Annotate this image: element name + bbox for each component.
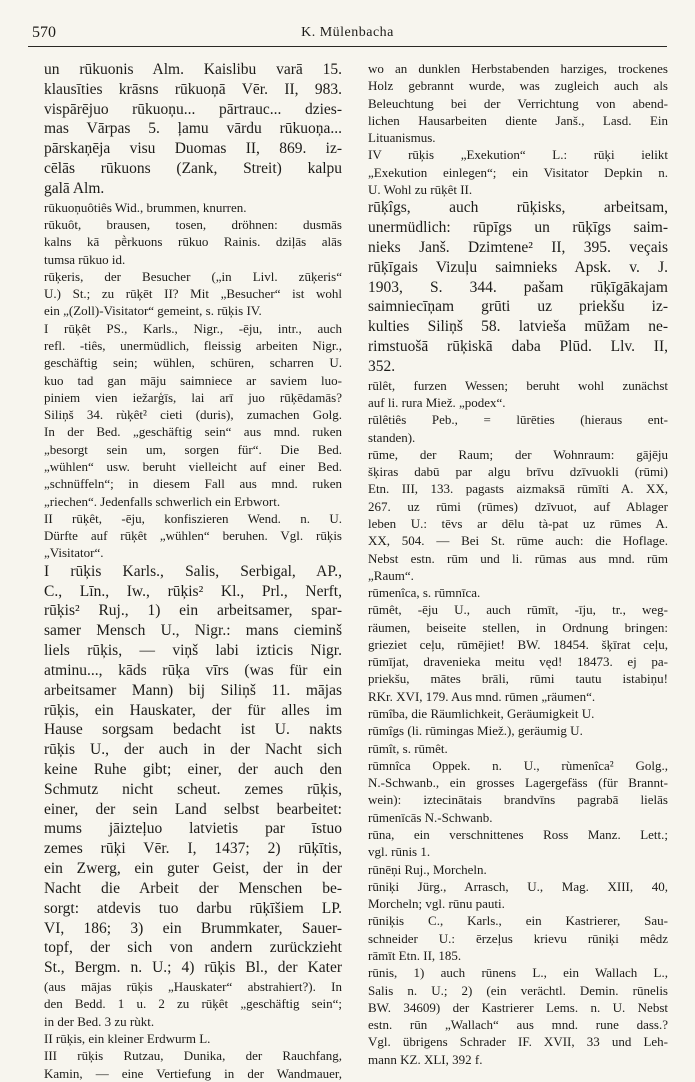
text-line: rūkuôt, brausen, tosen, dröhnen: dusmās <box>44 217 342 233</box>
text-line: samer Mensch U., Nigr.: mans cieminš <box>44 622 342 640</box>
text-line: rūme, der Raum; der Wohnraum: gājēju <box>368 446 668 462</box>
text-line: rimstuošā rūķiskā daba Plūd. Llv. II, <box>368 338 668 356</box>
text-line: lichen Hausarbeiten diente Janš., Lasd. Ein <box>368 112 668 128</box>
text-line: topf, der sich von andern zurückzieht <box>44 939 342 957</box>
text-line: Etn. III, 133. pagasts aizmaksā rūmīti A. XX, <box>368 481 668 497</box>
text-line: U.) St.; zu rūķēt II? Mit „Besucher“ ist wohl <box>44 286 342 302</box>
text-line: Holz gebrannt wurde, was zugleich auch als <box>368 78 668 94</box>
text-line: rūlêtiês Peb., = lūrēties (hieraus ent- <box>368 412 668 428</box>
text-line: piniem vien iežarģīs, lai arī juo rūķēdamās? <box>44 389 342 405</box>
text-line: Nebst estn. rūm und li. rūmas aus mnd. rūm <box>368 550 668 566</box>
text-line: St., Bergm. n. U.; 4) rūķis Bl., der Kater <box>44 959 342 977</box>
text-line: rūķis U., der auch in der Nacht sich <box>44 741 342 759</box>
text-line: rūmenīcās N.-Schwanb. <box>368 809 493 825</box>
text-line: rūķīgais Vizuļu saimnieks Apsk. v. J. <box>368 258 668 276</box>
text-line: tumsa rūkuo id. <box>44 251 126 267</box>
text-line: den Bedd. 1 u. 2 zu rūķêt „geschäftig sein“; <box>44 996 342 1012</box>
text-line: rūķîgs, auch rūķisks, arbeitsam, <box>368 199 668 217</box>
text-line: 352. <box>368 357 396 375</box>
page-number: 570 <box>32 24 56 41</box>
text-line: kulties Siliņš 58. latvieša mūžam ne- <box>368 318 668 336</box>
text-line: priekšu, mātes brāli, rūmi tautu istabiņu! <box>368 671 668 687</box>
text-line: Vgl. übrigens Schrader IF. XVII, 33 und Leh- <box>368 1034 668 1050</box>
text-line: pārskaņēja visu Duomas II, 869. iz- <box>44 140 342 158</box>
text-line: rāmīt Etn. II, 185. <box>368 947 462 963</box>
text-line: rūķis, ein Hauskater, der für alles im <box>44 701 342 719</box>
text-line: rūmîba, die Räumlichkeit, Geräumigkeit U. <box>368 706 595 722</box>
text-line: VI, 186; 3) ein Brummkater, Sauer- <box>44 919 342 937</box>
text-line: rūmījat, dravenieka meitu vęd! 18473. ej pa- <box>368 654 668 670</box>
text-line: klausīties krāsns rūkuoņā Vēr. II, 983. <box>44 80 342 98</box>
text-line: C., Līn., Iw., rūķis² Kl., Prl., Nerft, <box>44 582 342 600</box>
text-line: zemes rūķi Vēr. I, 1437; 2) rūķītis, <box>44 840 342 858</box>
text-line: „schnüffeln“; in diesem Fall aus mnd. ruken <box>44 476 342 492</box>
text-line: cēlās rūkuons (Zank, Streit) kalpu <box>44 160 342 178</box>
text-line: rūniķis C., Karls., ein Kastrierer, Sau- <box>368 913 668 929</box>
text-line: wein): iztecinātais brandvīns pagrabā lielās <box>368 792 668 808</box>
text-line: I rūķis Karls., Salis, Serbigal, AP., <box>44 562 342 580</box>
text-line: „Visitator“. <box>44 545 104 561</box>
text-line: Hause sorgsam bedacht ist U. nakts <box>44 721 342 739</box>
text-line: kalns kā pḕrkuons rūkuo Rainis. dziļās alās <box>44 234 342 250</box>
right-column <box>368 60 668 1068</box>
text-line: standen). <box>368 429 416 445</box>
text-line: refl. -tiês, unermüdlich, fleissig arbeiten Nigr., <box>44 338 342 354</box>
text-line: rūniķi Jürg., Arrasch, U., Mag. XIII, 40, <box>368 878 668 894</box>
running-title: K. Mülenbacha <box>301 25 394 40</box>
text-line: rūķis² Ruj., 1) ein arbeitsamer, spar- <box>44 602 342 620</box>
text-line: „wühlen“ usw. beruht vielleicht auf einer Bed. <box>44 459 342 475</box>
text-line: keine Ruhe gibt; einer, der auch den <box>44 760 342 778</box>
text-line: vgl. rūnis 1. <box>368 844 431 860</box>
text-line: saimniecīņam grūti uz priekšu iz- <box>368 298 668 316</box>
text-line: rūmîgs (li. rūmingas Miež.), geräumig U. <box>368 723 583 739</box>
text-line: arbeitsamer Mann) bij Siliņš 11. mājas <box>44 681 342 699</box>
text-line: rūmenîca, s. rūmnīca. <box>368 585 481 601</box>
text-line: rūķeris, der Besucher („in Livl. zūķeris“ <box>44 268 342 284</box>
text-line: grieziet ceļu, rūmējiet! BW. 18454. šķīrat ceļu, <box>368 636 668 652</box>
text-line: (aus mājas rūķis „Hauskater“ abstrahiert?). In <box>44 979 342 995</box>
text-line: estn. rūn „Wallach“ aus mnd. rune dass.? <box>368 1017 668 1033</box>
text-line: un rūkuonis Alm. Kaislibu varā 15. <box>44 61 342 78</box>
text-line: auf li. rura Miež. „podex“. <box>368 394 506 410</box>
text-line: U. Wohl zu rūķêt II. <box>368 181 473 197</box>
text-line: Morcheln; vgl. rūnu pauti. <box>368 896 505 912</box>
text-line: nieks Janš. Dzimtene² II, 395. veçais <box>368 238 668 256</box>
text-line: I rūķêt PS., Karls., Nigr., -ēju, intr., auch <box>44 320 342 336</box>
text-line: II rūķis, ein kleiner Erdwurm L. <box>44 1030 211 1046</box>
page-header <box>28 22 667 47</box>
text-line: XX, 504. — Bei St. rūme auch: die Hoflage. <box>368 533 668 549</box>
text-line: 267. uz rūmi (rūmes) dzīvuot, auf Ablager <box>368 498 668 514</box>
text-line: Salis n. U.; 2) (ein verächtl. Demin. rūnelis <box>368 982 668 998</box>
text-line: Nacht die Arbeit der Menschen be- <box>44 879 342 897</box>
text-line: ein „(Zoll)-Visitator“ gemeint, s. rūķis IV. <box>44 303 262 319</box>
text-line: BW. 34609) der Kastrierer Lems. n. U. Nebst <box>368 999 668 1015</box>
text-line: Beleuchtung bei der Verrichtung von abend- <box>368 95 668 111</box>
text-line: wo an dunklen Herbstabenden harziges, trockenes <box>368 61 668 76</box>
text-line: rūnis, 1) auch rūnens L., ein Wallach L., <box>368 965 668 981</box>
text-line: in der Bed. 3 zu rùkt. <box>44 1013 155 1029</box>
text-line: galā Alm. <box>44 179 105 197</box>
text-line: rūkuoņuôtiês Wid., brummen, knurren. <box>44 199 247 215</box>
text-line: rūmît, s. rūmêt. <box>368 740 448 756</box>
text-line: „besorgt sein um, sorgen für“. Die Bed. <box>44 441 342 457</box>
text-line: liels rūķis, — viņš labi izticis Nigr. <box>44 642 342 660</box>
text-line: rūnēņi Ruj., Morcheln. <box>368 861 487 877</box>
text-line: Dürfte auf rūķêt „wühlen“ beruhen. Vgl. rūķis <box>44 528 342 544</box>
text-line: einer, der sein Land selbst bearbeitet: <box>44 800 342 818</box>
text-line: leben U.: tēvs ar dēlu tà-pat uz rūmes A. <box>368 515 668 531</box>
text-line: IV rūķis „Exekution“ L.: rūķi ielikt <box>368 147 668 163</box>
text-line: RKr. XVI, 179. Aus mnd. rūmen „räumen“. <box>368 688 596 704</box>
text-line: In der Bed. „geschäftig sein“ aus mnd. ruken <box>44 424 342 440</box>
text-line: Siliņš 34. rùķêt² cieti (duris), zumachen Golg. <box>44 407 342 423</box>
text-line: Lituanismus. <box>368 130 436 146</box>
text-line: mann KZ. XLI, 392 f. <box>368 1051 483 1067</box>
text-line: vispārējuo rūkuoņu... pārtrauc... dzies- <box>44 100 342 118</box>
text-line: rūlêt, furzen Wessen; beruht wohl zunächst <box>368 377 668 393</box>
text-line: geschäftig sein; wühlen, schüren, scharren U. <box>44 355 342 371</box>
left-column <box>44 60 342 1082</box>
text-line: atminu..., kāds rūķa vīrs (was für ein <box>44 661 342 679</box>
text-line: mums jāizteļuo latvietis par īstuo <box>44 820 342 838</box>
text-line: „Raum“. <box>368 567 414 583</box>
text-line: Kamin, — eine Vertiefung in der Wandmauer, <box>44 1065 342 1081</box>
text-line: ein Zwerg, ein guter Geist, der in der <box>44 860 342 878</box>
text-line: rūmnîca Oppek. n. U., rùmenîca² Golg., <box>368 757 668 773</box>
text-line: II rūķêt, -ēju, konfiszieren Wend. n. U. <box>44 510 342 526</box>
text-line: „riechen“. Jedenfalls schwerlich ein Erbwort. <box>44 493 281 509</box>
text-line: šķiras dabū par algu brīvu dzīvuokli (rūmi) <box>368 464 668 480</box>
text-line: sorgt: atdevis tuo darbu rūķīšiem LP. <box>44 899 342 917</box>
text-line: III rūķis Rutzau, Dunika, der Rauchfang, <box>44 1048 342 1064</box>
text-line: kuo tad gan māju saimniece ar saviem luo- <box>44 372 342 388</box>
text-line: „Exekution einlegen“; ein Visitator Depkin n. <box>368 164 668 180</box>
text-line: unermüdlich: rūpīgs un rūķīgs saim- <box>368 219 668 237</box>
text-line: mas Vārpas 5. ļamu vārdu rūkuoņa... <box>44 120 342 138</box>
text-line: Schmutz nicht scheut. zemes rūķis, <box>44 780 342 798</box>
text-line: rūna, ein verschnittenes Ross Manz. Lett.; <box>368 827 668 843</box>
text-line: N.-Schwanb., ein grosses Lagergefäss (für Brannt- <box>368 775 668 791</box>
text-line: 1903, S. 344. pašam rūķīgākajam <box>368 278 668 296</box>
text-line: rūmêt, -ēju U., auch rūmīt, -īju, tr., weg- <box>368 602 668 618</box>
text-line: schneider U.: ērzeļus krievu rūniķi mêdz <box>368 930 668 946</box>
text-line: räumen, beiseite stellen, in Ordnung bringen: <box>368 619 668 635</box>
